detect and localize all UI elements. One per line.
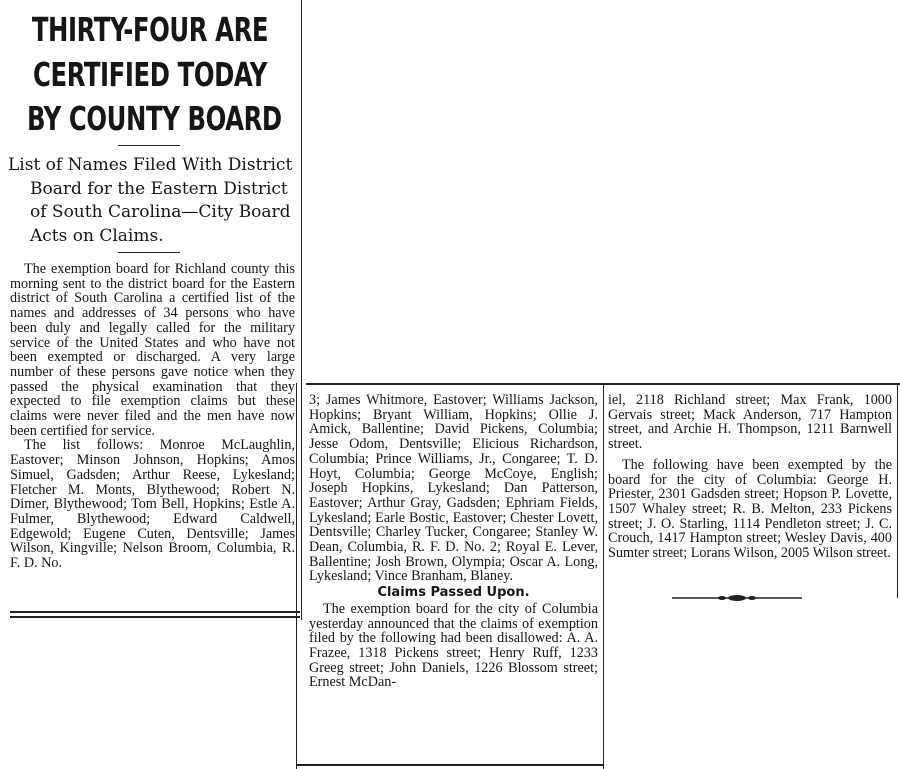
deck-line-3: of South Carolina—City Board bbox=[30, 202, 291, 222]
column-1 bbox=[10, 262, 295, 571]
column-rule-1 bbox=[301, 0, 302, 620]
column-2-paragraph-1: 3; James Whitmore, Eastover; Williams Jackson, Hopkins; Bryant William, Hopkins; Ollie J. Amick, Ballentine; David Pickens, Columbia; Jesse Odom, Dentsville; Elicious Richardson, Columbia; Prince Williams, Jr., Congaree; T. D. Hoyt, Columbia; George McCoye, English; Joseph Hopkins, Lykesland; Dan Patterson, Eastover; Arthur Gray, Gadsden; Ephriam Fields, Lykesland; Earle Bostic, Eastover; Chester Lovett, Dentsville; Charley Tucker, Congaree; Stanley W. Dean, Columbia, R. F. D. No. 2; Royal E. Lever, Ballentine; Josh Brown, Olympia; Oscar A. Long, Lykesland; Vince Branham, Blaney. bbox=[309, 392, 598, 585]
column-2 bbox=[309, 393, 598, 690]
column-3 bbox=[608, 393, 892, 561]
column-rule-4 bbox=[897, 383, 898, 598]
headline-line-2: CERTIFIED TODAY bbox=[33, 55, 267, 94]
bottom-rule-col1-a bbox=[10, 611, 300, 613]
headline-line-1: THIRTY-FOUR ARE bbox=[31, 10, 269, 49]
top-rule bbox=[306, 383, 900, 385]
column-2-paragraph-2: The exemption board for the city of Columbia yesterday announced that the claims of exemption filed by the following had been disallowed: A. A. Frazee, 1318 Pickens street; Henry Ruff, 1233 Greeg street; John Daniels, 1226 Blossom street; Ernest McDan- bbox=[309, 600, 598, 691]
column-rule-3 bbox=[603, 383, 604, 769]
end-ornament-icon bbox=[672, 592, 802, 604]
deck bbox=[8, 154, 298, 248]
deck-separator bbox=[118, 252, 180, 253]
headline-separator bbox=[118, 145, 180, 146]
deck-line-1: List of Names Filed With District bbox=[8, 155, 293, 175]
column-3-paragraph-1: iel, 2118 Richland street; Max Frank, 1000 Gervais street; Mack Anderson, 717 Hampton street, and Archie H. Thompson, 1211 Barnwell street. bbox=[608, 392, 892, 453]
column-1-paragraph-1: The exemption board for Richland county this morning sent to the district board for the Eastern district of South Carolina a certified list of the names and addresses of 34 persons who have been duly and legally called for the military service of the United States and who have not been exempted or discharged. A very large number of these persons gave notice when they passed the physical examination that they expected to file exemption claims but these claims were never filed and the men have now been certified for service. bbox=[10, 261, 295, 439]
column-rule-2 bbox=[296, 383, 297, 769]
column-2-subhead: Claims Passed Upon. bbox=[377, 585, 530, 601]
headline-line-3: BY COUNTY BOARD bbox=[27, 99, 282, 138]
bottom-rule-col2 bbox=[296, 764, 604, 766]
column-1-paragraph-2: The list follows: Monroe McLaughlin, Eastover; Minson Johnson, Hopkins; Amos Simuel, Gadsden; Arthur Reese, Lykesland; Fletcher M. Monts, Blythewood; Robert N. Dimer, Blythewood; Tom Bell, Hopkins; Estle A. Fulmer, Blythewood; Edward Caldwell, Edgewold; Eugene Cuten, Dentsville; James Wilson, Kingville; Nelson Broom, Columbia, R. F. D. No. bbox=[10, 437, 295, 572]
deck-line-4: Acts on Claims. bbox=[30, 225, 164, 246]
bottom-rule-col1-b bbox=[10, 616, 300, 618]
column-3-paragraph-2: The following have been exempted by the board for the city of Columbia: George H. Priester, 2301 Gadsden street; Hopson P. Lovette, 1507 Whaley street; R. B. Melton, 233 Pickens street; J. O. Starling, 1114 Pendleton street; J. C. Crouch, 1417 Hampton street; Wesley Davis, 400 Sumter street; Lorans Wilson, 2005 Wilson street. bbox=[608, 456, 892, 562]
deck-line-2: Board for the Eastern District bbox=[30, 178, 288, 199]
